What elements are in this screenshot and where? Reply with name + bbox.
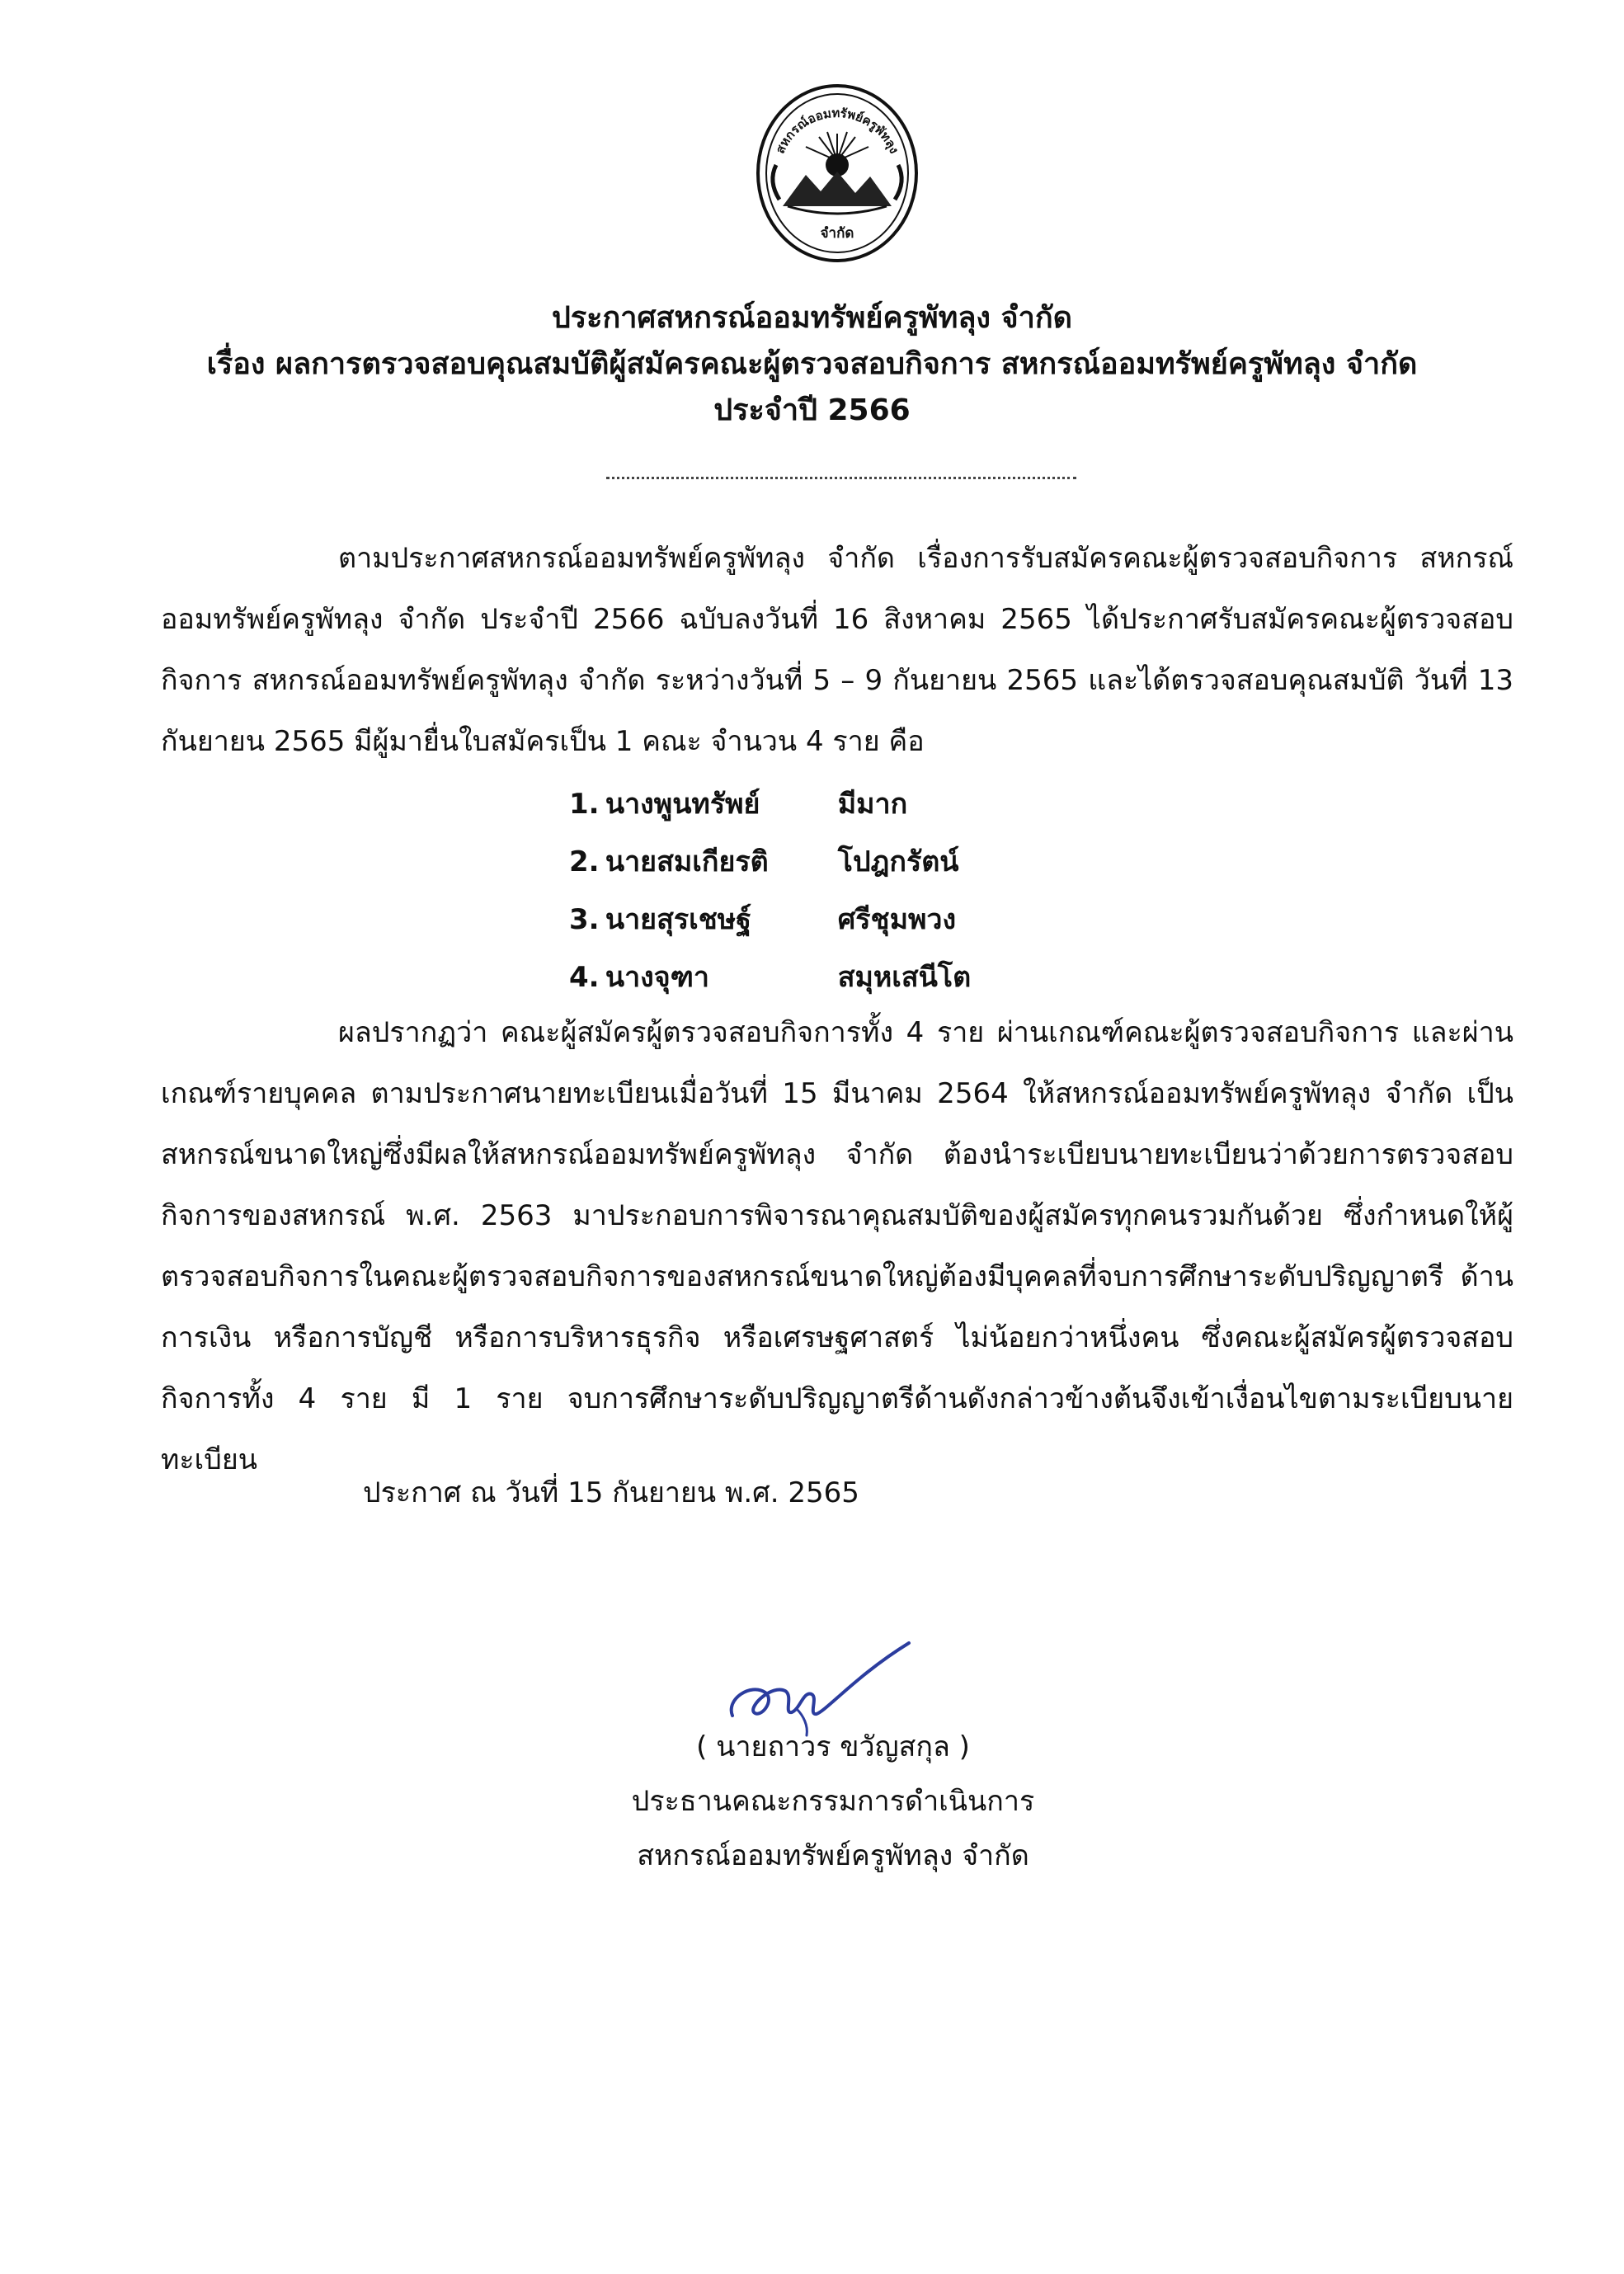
candidate-last-name: มีมาก — [837, 788, 908, 821]
candidate-first-name: นายสุรเชษฐ์ — [605, 903, 751, 936]
paragraph-intro-text: ตามประกาศสหกรณ์ออมทรัพย์ครูพัทลุง จำกัด เรื่องการรับสมัครคณะผู้ตรวจสอบกิจการ สหกรณ์ออมทรัพย์ครูพัทลุง จำกัด ประจำปี 2566 ฉบับลงวันที่ 16 สิงหาคม 2565 ได้ประกาศรับสมัครคณะผู้ตรวจสอบกิจการ สหกรณ์ออมทรัพย์ครูพัทลุง จำกัด ระหว่างวันที่ 5 – 9 กันยายน 2565 และได้ตรวจสอบคุณสมบัติ วันที่ 13 กันยายน 2565 มีผู้มายื่นใบสมัครเป็น 1 คณะ จำนวน 4 ราย คือ — [161, 542, 1513, 758]
candidate-number: 1. — [569, 788, 600, 821]
candidate-first-name: นายสมเกียรติ — [605, 845, 769, 878]
signer-block — [544, 1720, 1122, 1883]
candidate-first-name: นางพูนทรัพย์ — [605, 788, 760, 821]
candidate-number: 2. — [569, 845, 600, 878]
signer-name: ( นายถาวร ขวัญสกุล ) — [696, 1730, 970, 1763]
candidate-number: 4. — [569, 961, 600, 994]
candidate-first-name: นางจุฑา — [605, 961, 710, 994]
announce-date: ประกาศ ณ วันที่ 15 กันยายน พ.ศ. 2565 — [363, 1476, 859, 1509]
title-line-2: เรื่อง ผลการตรวจสอบคุณสมบัติผู้สมัครคณะผู้ตรวจสอบกิจการ สหกรณ์ออมทรัพย์ครูพัทลุง จำกัด — [206, 347, 1418, 381]
paragraph-intro — [161, 528, 1513, 772]
title-line-3: ประจำปี 2566 — [713, 393, 911, 427]
list-item — [569, 833, 971, 891]
cooperative-seal-icon — [755, 82, 920, 264]
list-item — [569, 775, 971, 833]
seal-text-top: สหกรณ์ออมทรัพย์ครูพัทลุง — [772, 105, 902, 156]
list-item — [569, 891, 971, 949]
title-line-1: ประกาศสหกรณ์ออมทรัพย์ครูพัทลุง จำกัด — [551, 301, 1073, 335]
seal-text-bottom: จำกัด — [820, 225, 854, 242]
announcement-title — [124, 295, 1500, 434]
candidate-last-name: สมุหเสนีโต — [837, 961, 972, 994]
candidate-number: 3. — [569, 903, 600, 936]
paragraph-result — [161, 1002, 1513, 1490]
candidate-list — [569, 775, 971, 1006]
candidate-last-name: โปฎกรัตน์ — [837, 845, 959, 878]
candidate-last-name: ศรีชุมพวง — [837, 903, 957, 936]
paragraph-result-text: ผลปรากฏว่า คณะผู้สมัครผู้ตรวจสอบกิจการทั้ง 4 ราย ผ่านเกณฑ์คณะผู้ตรวจสอบกิจการ และผ่านเกณฑ์รายบุคคล ตามประกาศนายทะเบียนเมื่อวันที่ 15 มีนาคม 2564 ให้สหกรณ์ออมทรัพย์ครูพัทลุง จำกัด เป็นสหกรณ์ขนาดใหญ่ซึ่งมีผลให้สหกรณ์ออมทรัพย์ครูพัทลุง จำกัด ต้องนำระเบียบนายทะเบียนว่าด้วยการตรวจสอบกิจการของสหกรณ์ พ.ศ. 2563 มาประกอบการพิจารณาคุณสมบัติของผู้สมัครทุกคนรวมกันด้วย ซึ่งกำหนดให้ผู้ตรวจสอบกิจการในคณะผู้ตรวจสอบกิจการของสหกรณ์ขนาดใหญ่ต้องมีบุคคลที่จบการศึกษาระดับปริญญาตรี ด้านการเงิน หรือการบัญชี หรือการบริหารธุรกิจ หรือเศรษฐศาสตร์ ไม่น้อยกว่าหนึ่งคน ซึ่งคณะผู้สมัครผู้ตรวจสอบกิจการทั้ง 4 ราย มี 1 ราย จบการศึกษาระดับปริญญาตรีด้านดังกล่าวข้างต้นจึงเข้าเงื่อนไขตามระเบียบนายทะเบียน — [161, 1016, 1513, 1476]
signer-organization: สหกรณ์ออมทรัพย์ครูพัทลุง จำกัด — [637, 1839, 1029, 1872]
signer-position: ประธานคณะกรรมการดำเนินการ — [631, 1785, 1035, 1818]
list-item — [569, 949, 971, 1006]
title-divider — [606, 477, 1076, 479]
